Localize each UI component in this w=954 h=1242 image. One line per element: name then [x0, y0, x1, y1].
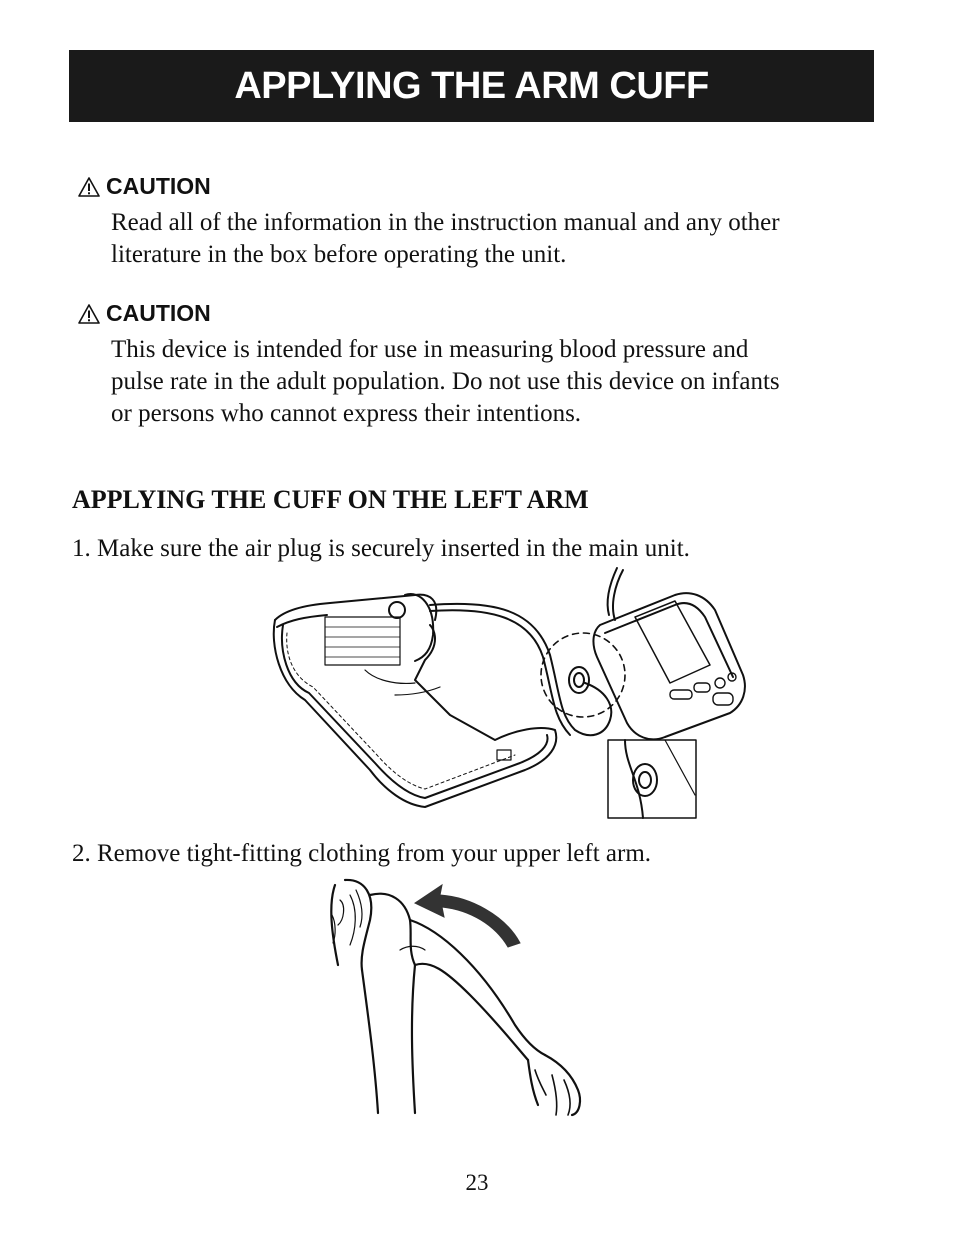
step-1-text: 1. Make sure the air plug is securely inserted in the main unit.	[72, 535, 690, 562]
caution-label: CAUTION	[106, 173, 211, 199]
page-number: 23	[465, 1170, 489, 1195]
warning-triangle-icon	[78, 177, 100, 197]
arm-clothing-removal-illustration	[320, 875, 590, 1125]
caution-label: CAUTION	[106, 300, 211, 326]
section-heading: APPLYING THE CUFF ON THE LEFT ARM	[72, 485, 589, 514]
caution-line: This device is intended for use in measuring blood pressure and	[111, 336, 749, 363]
caution-line: literature in the box before operating the unit.	[111, 241, 567, 268]
caution-line: or persons who cannot express their intentions.	[111, 400, 582, 427]
cuff-and-monitor-illustration	[265, 565, 755, 825]
page-title-bar	[69, 50, 874, 122]
caution-heading	[78, 300, 211, 327]
caution-text	[111, 207, 861, 271]
caution-text	[111, 334, 861, 430]
arrow-icon	[415, 885, 520, 947]
step-2-text: 2. Remove tight-fitting clothing from your upper left arm.	[72, 840, 652, 867]
page-title: APPLYING THE ARM CUFF	[234, 64, 709, 107]
caution-heading	[78, 173, 211, 200]
warning-triangle-icon	[78, 304, 100, 324]
caution-line: Read all of the information in the instruction manual and any other	[111, 209, 780, 236]
caution-line: pulse rate in the adult population. Do not use this device on infants	[111, 368, 780, 395]
